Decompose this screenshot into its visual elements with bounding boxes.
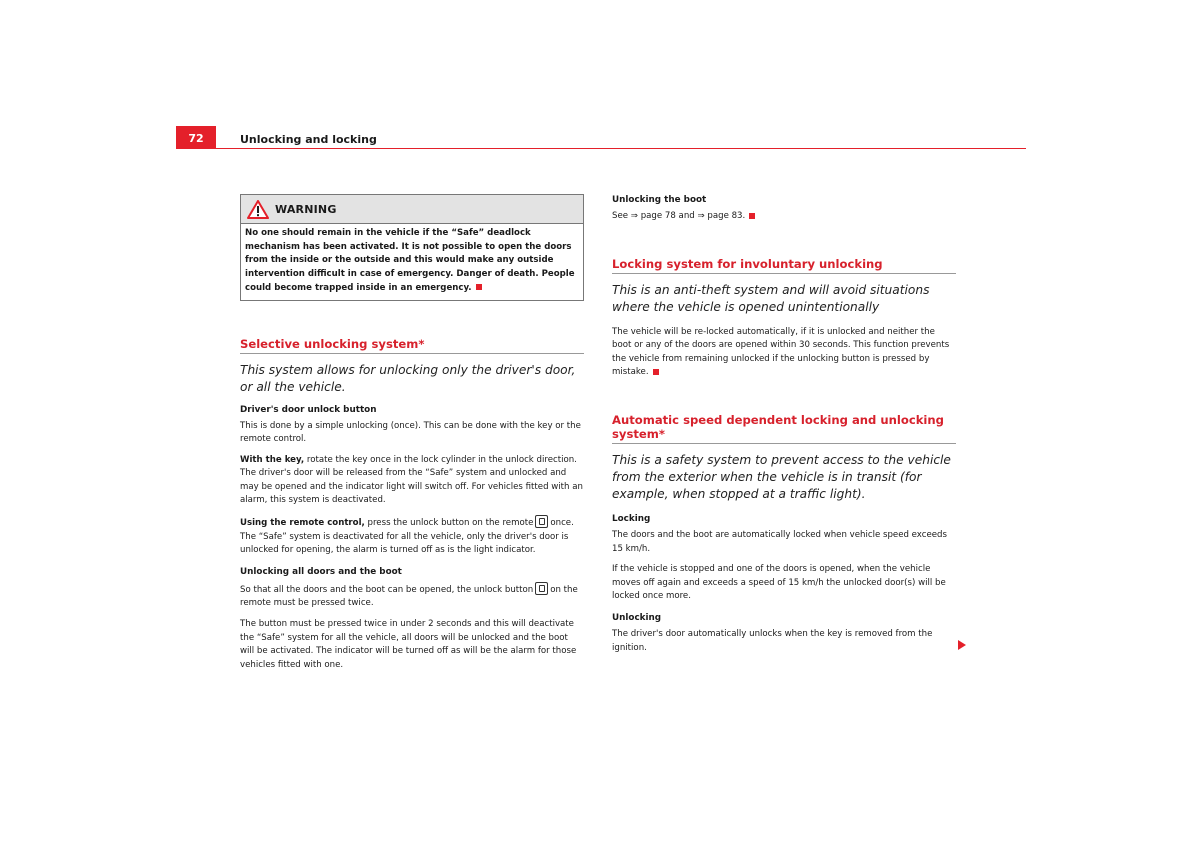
remote-text-a: press the unlock button on the remote xyxy=(364,518,534,529)
chapter-title: Unlocking and locking xyxy=(240,133,377,146)
remote-lead: Using the remote control, xyxy=(240,518,365,529)
unlocking-text: The driver's door automatically unlocks when the key is removed from the ignition. xyxy=(612,628,933,653)
involuntary-intro: This is an anti-theft system and will avoid situations where the vehicle is opened unintentionally xyxy=(612,282,930,314)
right-column xyxy=(612,194,956,655)
selective-unlocking-heading: Selective unlocking system* xyxy=(240,337,584,354)
end-of-section-icon xyxy=(476,284,482,290)
boot-text: See ⇒ page 78 and ⇒ page 83. xyxy=(612,211,746,221)
twice-text: The button must be pressed twice in under 2 seconds and this will deactivate the “Safe” system for all the vehicle, all doors will be unlocked and the boot will be activated. The indicator will be turned off as will be the alarm for those vehicles fitted with one. xyxy=(240,619,577,670)
driver-door-heading: Driver's door unlock button xyxy=(240,404,377,415)
page-header xyxy=(176,126,1026,149)
page-number: 72 xyxy=(176,126,216,148)
warning-text: No one should remain in the vehicle if the “Safe” deadlock mechanism has been activated. It is not possible to open the doors from the inside or the outside and this would make any outside intervention difficult in case of emergency. Danger of death. People could become trapped inside in an emergency. xyxy=(245,228,575,293)
boot-paragraph xyxy=(612,210,956,224)
unlock-button-icon xyxy=(535,515,548,528)
stopped-text: If the vehicle is stopped and one of the doors is opened, when the vehicle moves off again and exceeds a speed of 15 km/h the unlocked door(s) will be locked once more. xyxy=(612,564,946,602)
warning-box xyxy=(240,194,584,301)
unlock-button-icon xyxy=(535,582,548,595)
unlocking-heading: Unlocking xyxy=(612,612,662,623)
end-of-section-icon xyxy=(749,213,755,219)
remote-text-b: once. The “Safe” system is deactivated for all the vehicle, only the driver's door is unlocked for opening, the alarm is turned off as is the light indicator. xyxy=(240,518,574,556)
next-page-arrow-icon xyxy=(958,640,966,650)
warning-triangle-icon xyxy=(247,200,269,219)
warning-label: WARNING xyxy=(275,202,337,216)
all-doors-text-a: So that all the doors and the boot can be opened, the unlock button xyxy=(240,584,534,595)
with-key-paragraph xyxy=(240,454,584,508)
speed-intro: This is a safety system to prevent access to the vehicle from the exterior when the vehicle is in transit (for example, when stopped at a traffic light). xyxy=(612,452,951,501)
speed-heading: Automatic speed dependent locking and unlocking system* xyxy=(612,413,956,444)
locking-heading: Locking xyxy=(612,513,651,524)
all-doors-text-b: on the remote must be pressed twice. xyxy=(240,584,578,609)
involuntary-heading: Locking system for involuntary unlocking xyxy=(612,257,956,274)
warning-header xyxy=(241,195,583,224)
end-of-section-icon xyxy=(653,369,659,375)
with-key-lead: With the key, xyxy=(240,454,305,465)
all-doors-heading: Unlocking all doors and the boot xyxy=(240,566,402,577)
all-doors-paragraph xyxy=(240,582,584,611)
driver-door-text: This is done by a simple unlocking (once). This can be done with the key or the remote control. xyxy=(240,420,581,445)
selective-intro: This system allows for unlocking only the driver's door, or all the vehicle. xyxy=(240,362,576,394)
with-key-text: rotate the key once in the lock cylinder in the unlock direction. The driver's door will be released from the “Safe” system and unlocked and may be opened and the indicator light will switch off. For vehicles fitted with an alarm, this system is deactivated. xyxy=(240,454,583,506)
involuntary-paragraph xyxy=(612,326,956,380)
involuntary-text: The vehicle will be re-locked automatically, if it is unlocked and neither the boot or any of the doors are opened within 30 seconds. This function prevents the vehicle from remaining unlocked if the unlocking button is pressed by mistake. xyxy=(612,326,950,378)
remote-paragraph xyxy=(240,515,584,558)
boot-heading: Unlocking the boot xyxy=(612,195,707,205)
locking-text: The doors and the boot are automatically locked when vehicle speed exceeds 15 km/h. xyxy=(612,529,947,554)
left-column xyxy=(240,194,584,672)
warning-text-block xyxy=(241,224,583,300)
